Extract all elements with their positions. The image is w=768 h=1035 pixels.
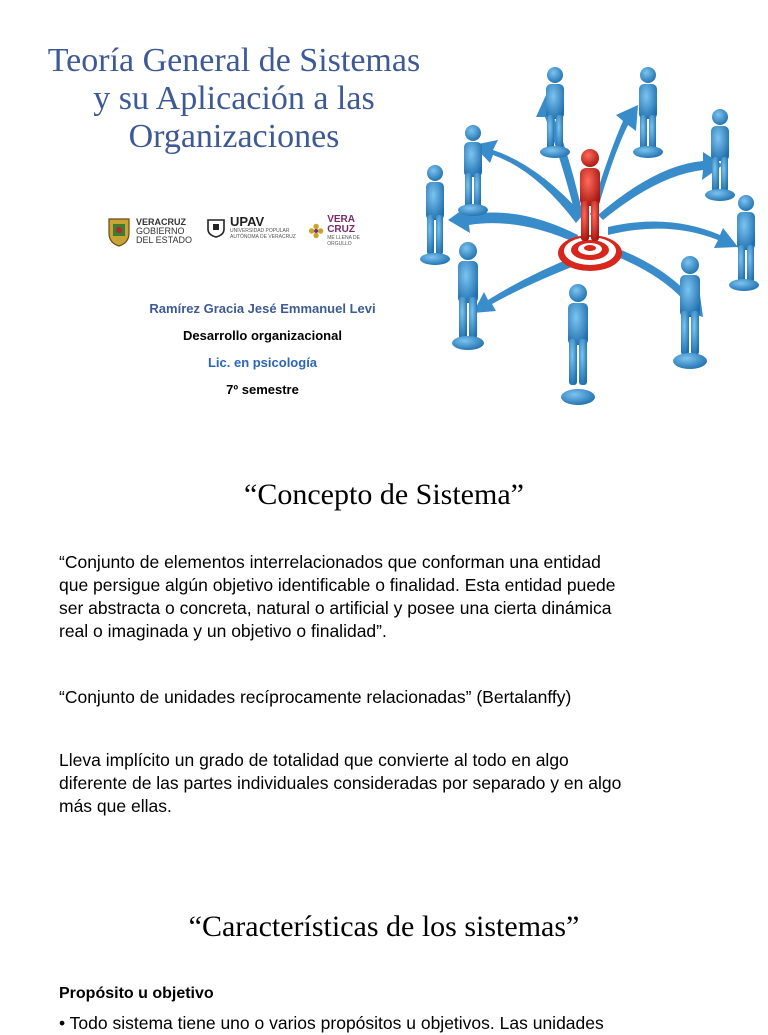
veracruz-government-logo [106, 215, 192, 247]
logo-tagline: ME LLENA DE ORGULLO [327, 235, 360, 247]
flower-icon [308, 222, 324, 240]
institution-logos [80, 205, 380, 267]
logo-name: UPAV [230, 214, 265, 229]
document-title [14, 42, 454, 156]
semester-label: 7º semestre [226, 382, 299, 397]
paragraph-line: más que ellas. [59, 796, 172, 816]
paragraph-line: real o imaginada y un objetivo o finalidad”. [59, 621, 387, 641]
subheading-purpose: Propósito u objetivo [59, 985, 214, 1002]
title-line: Organizaciones [128, 118, 340, 155]
paragraph-line: ser abstracta o concreta, natural o artificial y posee una cierta dinámica [59, 598, 612, 618]
logo-subtext: UNIVERSIDAD POPULAR [230, 228, 290, 234]
paragraph-line: Lleva implícito un grado de totalidad que convierte al todo en algo [59, 750, 569, 770]
logo-line: DEL ESTADO [136, 234, 193, 245]
title-line: Teoría General de Sistemas [47, 42, 421, 79]
totality-paragraph [59, 749, 719, 818]
logo-line: VERACRUZ [136, 216, 187, 227]
author-info [80, 298, 445, 406]
logo-line: GOBIERNO [136, 225, 185, 236]
target-icon [558, 235, 622, 271]
veracruz-brand-logo [308, 215, 380, 247]
degree-name: Lic. en psicología [207, 355, 318, 370]
section-heading-concept: “Concepto de Sistema” [244, 478, 524, 511]
leader-person-icon [580, 149, 600, 241]
paragraph-line: diferente de las partes individuales consideradas por separado y en algo [59, 773, 622, 793]
title-line: y su Aplicación a las [93, 80, 375, 117]
course-name: Desarrollo organizacional [183, 328, 342, 343]
upav-shield-icon [206, 218, 226, 238]
upav-logo [206, 215, 296, 240]
bullet-item: • Todo sistema tiene uno o varios propósitos u objetivos. Las unidades [59, 1013, 604, 1033]
logo-line: CRUZ [327, 224, 355, 235]
section-heading-characteristics: “Características de los sistemas” [188, 910, 580, 943]
definition-paragraph [59, 551, 719, 643]
coat-of-arms-icon [106, 215, 132, 247]
logo-line: VERA [327, 214, 355, 225]
network-people-illustration [418, 55, 763, 415]
logo-subtext: AUTÓNOMA DE VERACRUZ [230, 234, 296, 240]
paragraph-line: “Conjunto de elementos interrelacionados que conforman una entidad [59, 552, 601, 572]
paragraph-line: que persigue algún objetivo identificable o finalidad. Esta entidad puede [59, 575, 616, 595]
bertalanffy-quote: “Conjunto de unidades recíprocamente relacionadas” (Bertalanffy) [59, 687, 572, 707]
author-name: Ramírez Gracia Jesé Emmanuel Levi [149, 301, 376, 316]
